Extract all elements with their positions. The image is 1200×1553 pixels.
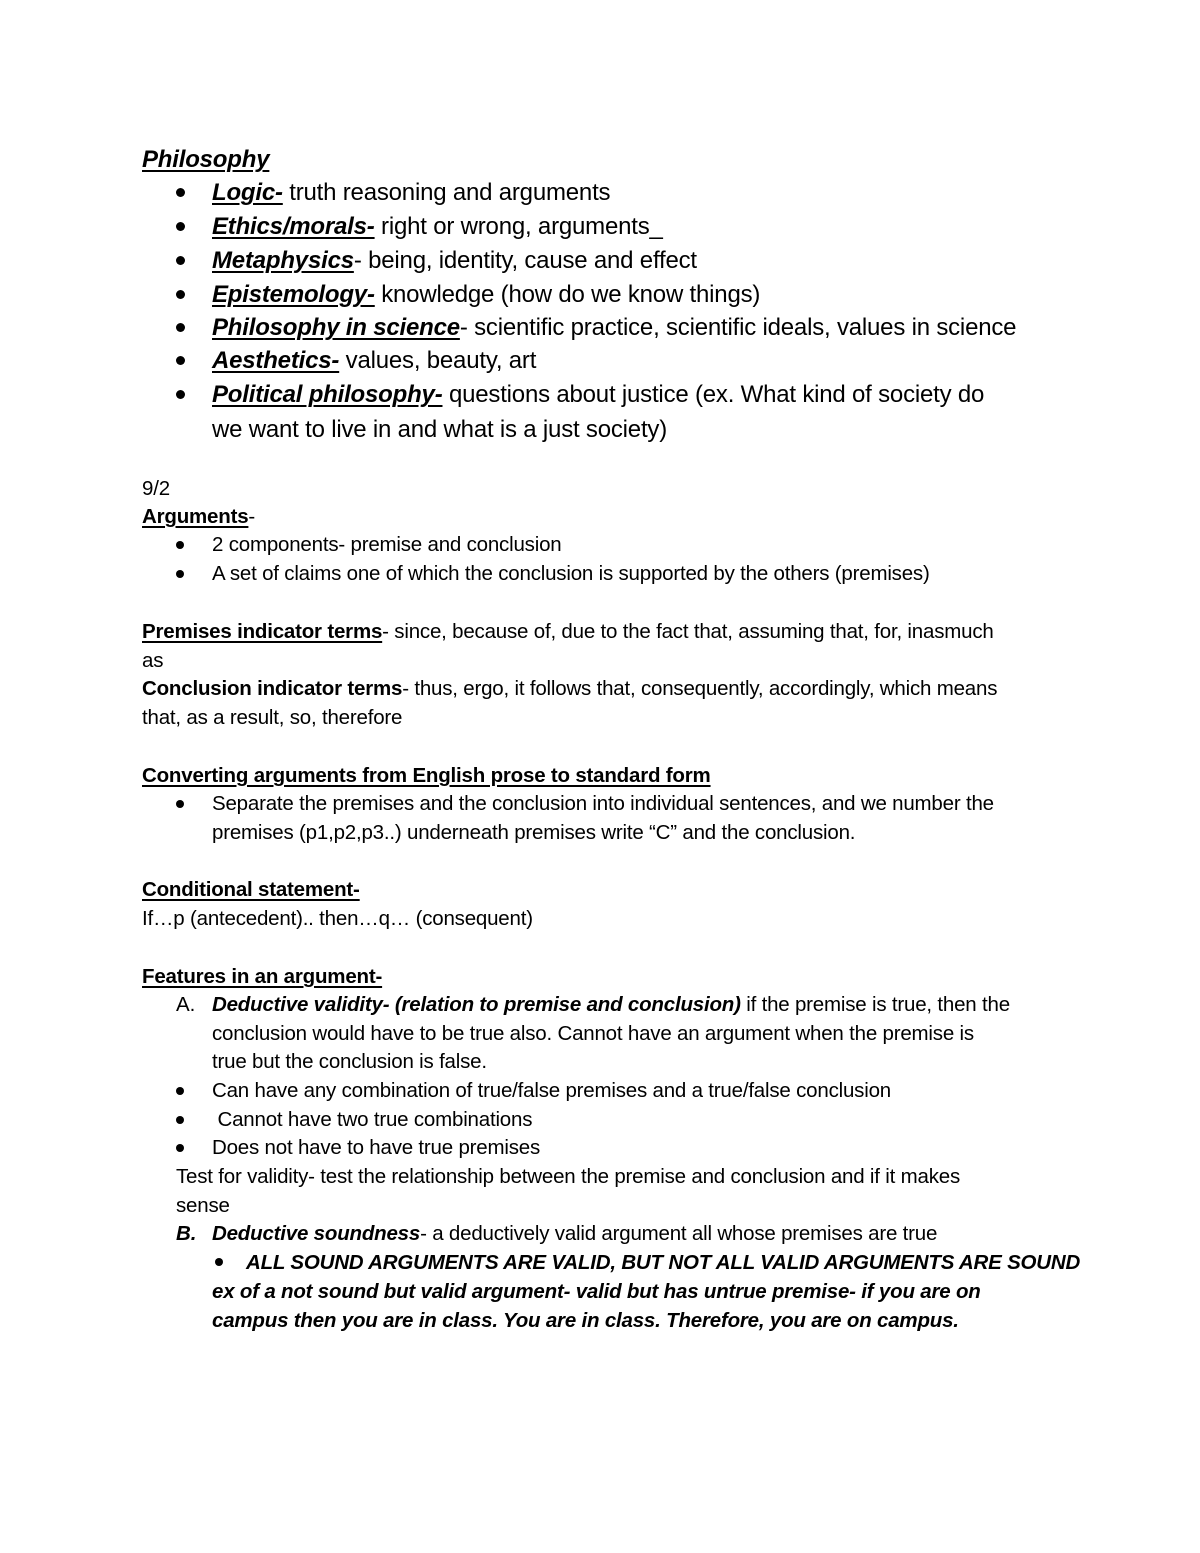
conclusion-indicator-line: Conclusion indicator terms- thus, ergo, it follows that, consequently, accordingly, which means: [142, 677, 998, 700]
list-item: [212, 381, 984, 409]
definition: questions about justice (ex. What kind of society do: [442, 381, 985, 408]
list-item: [212, 247, 697, 275]
bullet-icon: [176, 290, 185, 299]
bullet-icon: [215, 1258, 223, 1266]
bullet-icon: [176, 222, 185, 231]
date-label: 9/2: [142, 477, 170, 500]
converting-heading: Converting arguments from English prose to standard form: [142, 764, 711, 787]
caps-statement: ALL SOUND ARGUMENTS ARE VALID, BUT NOT ALL VALID ARGUMENTS ARE SOUND: [246, 1251, 1081, 1274]
list-item: Cannot have two true combinations: [212, 1108, 533, 1131]
term: Philosophy in science: [212, 314, 460, 341]
bullet-icon: [176, 356, 185, 365]
term: Aesthetics-: [212, 347, 340, 374]
arguments-heading: Arguments-: [142, 505, 256, 528]
example-line-continued: campus then you are in class. You are in class. Therefore, you are on campus.: [212, 1309, 959, 1332]
bullet-icon: [176, 390, 185, 399]
list-item: [212, 347, 536, 375]
list-item: Deductive soundness- a deductively valid argument all whose premises are true: [212, 1222, 938, 1245]
philosophy-title: Philosophy: [142, 146, 270, 173]
premises-indicator-line: Premises indicator terms- since, because of, due to the fact that, assuming that, for, inasmuch: [142, 620, 994, 643]
list-item: [212, 281, 760, 309]
list-marker: B.: [176, 1222, 197, 1245]
bullet-icon: [176, 256, 185, 265]
list-item: [212, 213, 663, 241]
bullet-icon: [176, 1144, 184, 1152]
term: Ethics/morals-: [212, 213, 375, 240]
conclusion-indicator-continued: that, as a result, so, therefore: [142, 706, 403, 729]
validity-test-line: Test for validity- test the relationship between the premise and conclusion and if it makes: [176, 1165, 960, 1188]
bullet-icon: [176, 541, 184, 549]
list-item: A set of claims one of which the conclusion is supported by the others (premises): [212, 562, 930, 585]
list-item: Can have any combination of true/false premises and a true/false conclusion: [212, 1079, 891, 1102]
list-item: Deductive validity- (relation to premise and conclusion) if the premise is true, then the: [212, 993, 1010, 1016]
bullet-icon: [176, 323, 185, 332]
list-item-continued: premises (p1,p2,p3..) underneath premises write “C” and the conclusion.: [212, 821, 856, 844]
list-item: Separate the premises and the conclusion into individual sentences, and we number the: [212, 792, 994, 815]
definition: knowledge (how do we know things): [374, 281, 761, 308]
bullet-icon: [176, 1116, 184, 1124]
conditional-heading: Conditional statement-: [142, 878, 360, 901]
term: Political philosophy-: [212, 381, 443, 408]
definition-continued: we want to live in and what is a just society): [212, 416, 668, 443]
definition: - scientific practice, scientific ideals, values in science: [459, 314, 1017, 341]
list-item: [212, 179, 610, 207]
term: Metaphysics: [212, 247, 354, 274]
list-item: Does not have to have true premises: [212, 1136, 541, 1159]
example-line: ex of a not sound but valid argument- valid but has untrue premise- if you are on: [212, 1280, 981, 1303]
conditional-line: If…p (antecedent).. then…q… (consequent): [142, 907, 533, 930]
bullet-icon: [176, 570, 184, 578]
list-marker: A.: [176, 993, 196, 1016]
definition: values, beauty, art: [339, 347, 537, 374]
features-heading: Features in an argument-: [142, 965, 383, 988]
definition: right or wrong, arguments_: [374, 213, 663, 240]
term: Logic-: [212, 179, 283, 206]
definition: - being, identity, cause and effect: [353, 247, 697, 274]
bullet-icon: [176, 800, 184, 808]
bullet-icon: [176, 1087, 184, 1095]
list-item-continued: conclusion would have to be true also. Cannot have an argument when the premise is: [212, 1022, 974, 1045]
validity-test-continued: sense: [176, 1194, 230, 1217]
bullet-icon: [176, 188, 185, 197]
list-item: [212, 314, 1016, 342]
list-item-continued: true but the conclusion is false.: [212, 1050, 487, 1073]
premises-indicator-continued: as: [142, 649, 164, 672]
list-item: 2 components- premise and conclusion: [212, 533, 562, 556]
definition: truth reasoning and arguments: [282, 179, 611, 206]
term: Epistemology-: [212, 281, 375, 308]
